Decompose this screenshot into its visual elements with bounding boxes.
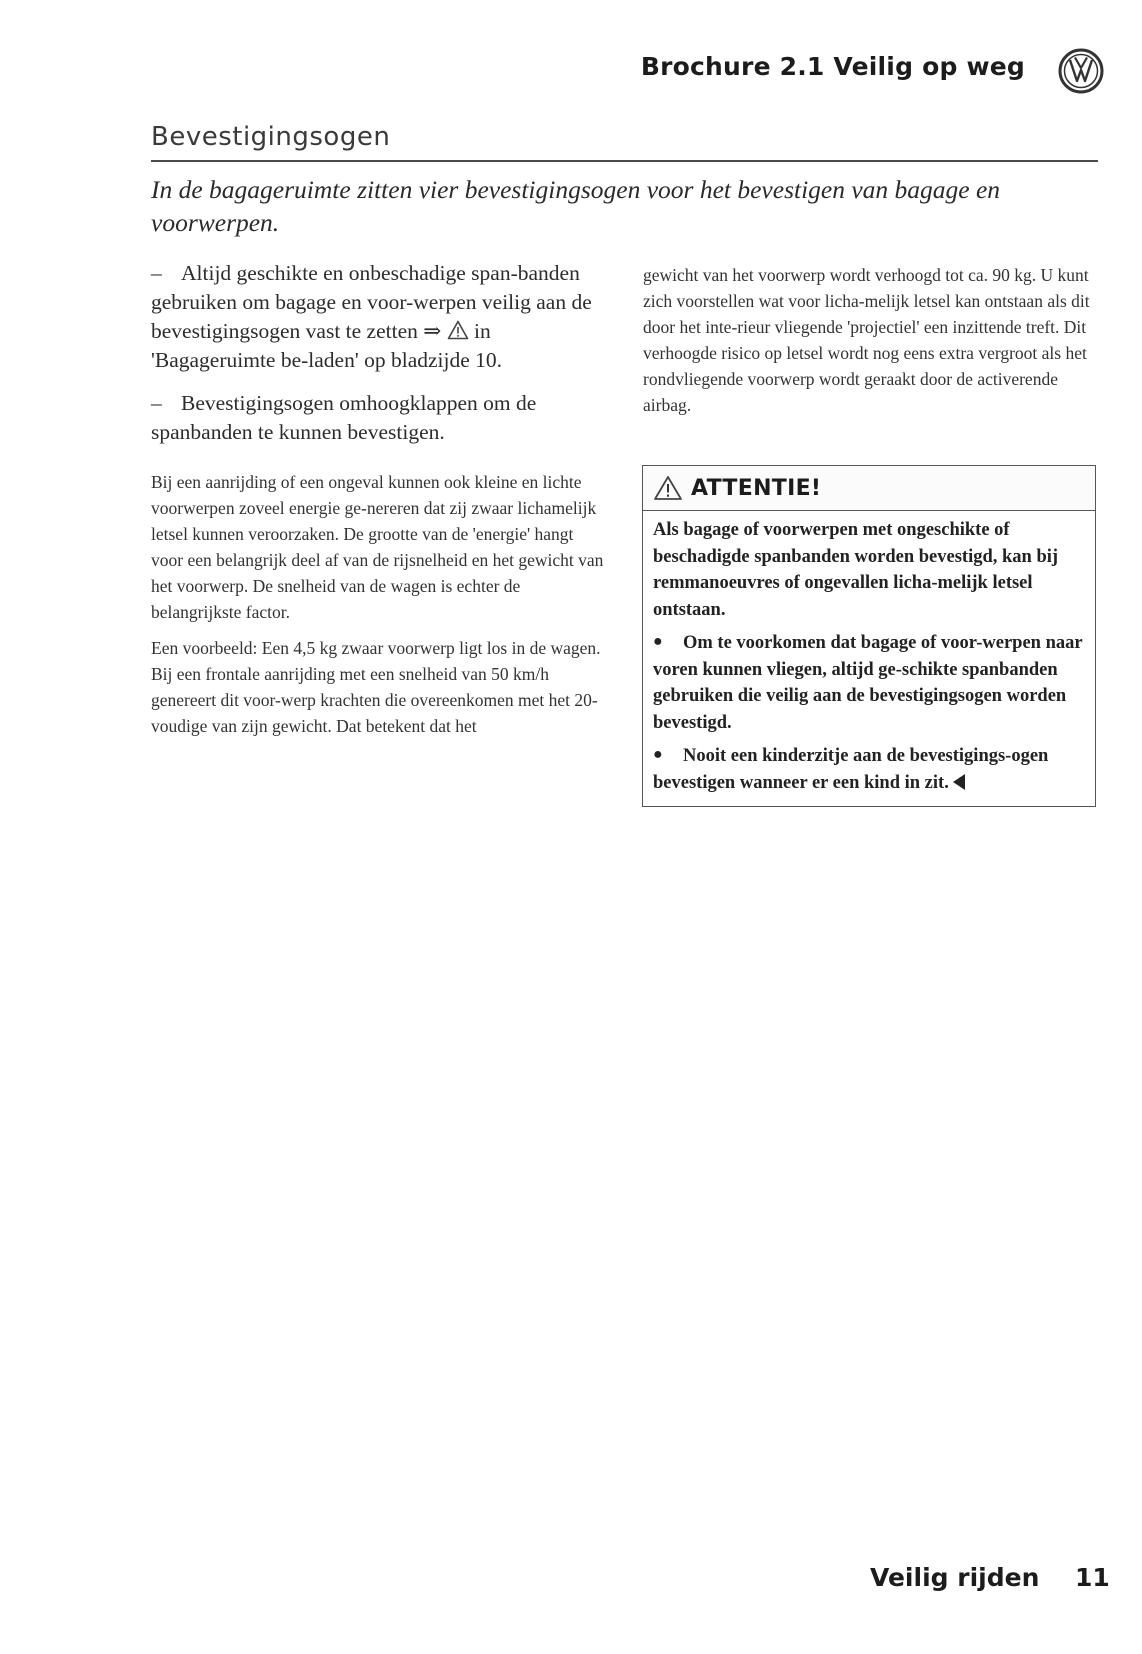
running-header: Brochure 2.1 Veilig op weg — [640, 52, 1025, 81]
section-title: Bevestigingsogen — [151, 122, 391, 152]
body-paragraph: gewicht van het voorwerp wordt verhoogd tot ca. 90 kg. U kunt zich voorstellen wat voor licha-melijk letsel kan ontstaan als dit door het inte-rieur vliegende 'projectiel' een inzittende treft. Dit verhoogde risico op letsel wordt nog eens extra vergroot als het rondvliegende voorwerp wordt geraakt door de activerende airbag. — [643, 265, 1090, 415]
attention-body — [643, 511, 1095, 806]
bullet-icon: ● — [653, 633, 663, 650]
step-reference-link[interactable]: in 'Bagageruimte be-laden' op bladzijde 10. — [151, 319, 503, 372]
bullet-icon: ● — [653, 746, 663, 763]
attention-bullet — [653, 629, 1085, 736]
attention-bullet-text: Om te voorkomen dat bagage of voor-werpen naar voren kunnen vliegen, altijd ge-schikte spanbanden gebruiken die veilig aan de bevestigingsogen worden bevestigd. — [653, 633, 1083, 733]
attention-title: ATTENTIE! — [691, 475, 822, 501]
footer-section-title: Veilig rijden — [870, 1563, 1040, 1592]
warning-triangle-icon — [653, 475, 683, 501]
right-column — [643, 262, 1098, 428]
step-item — [151, 259, 606, 375]
step-marker: – — [151, 261, 162, 285]
step-text: Altijd geschikte en onbeschadige span-banden gebruiken om bagage en voor-werpen veilig aan de bevestigingsogen vast te zetten ⇒ — [151, 261, 592, 343]
section-intro: In de bagageruimte zitten vier bevestigingsogen voor het bevestigen van bagage en voorwerpen. — [151, 175, 1001, 237]
attention-bullet-text: Nooit een kinderzitje aan de bevestigings-ogen bevestigen wanneer er een kind in zit. — [653, 746, 1049, 793]
left-column — [151, 259, 606, 749]
step-marker: – — [151, 391, 162, 415]
section-divider — [151, 160, 1098, 162]
attention-bullet — [653, 742, 1085, 796]
body-paragraph: Een voorbeeld: Een 4,5 kg zwaar voorwerp ligt los in de wagen. Bij een frontale aanrijding met een snelheid van 50 km/h genereert dit voor-werp krachten die overeenkomen met het 20-voudige van zijn gewicht. Dat betekent dat het — [151, 638, 601, 736]
attention-box — [642, 465, 1096, 807]
warning-triangle-icon[interactable] — [447, 320, 469, 340]
step-text: Bevestigingsogen omhoogklappen om de spanbanden te kunnen bevestigen. — [151, 391, 537, 444]
attention-lead: Als bagage of voorwerpen met ongeschikte of beschadigde spanbanden worden bevestigd, kan bij remmanoeuvres of ongevallen licha-melijk letsel ontstaan. — [653, 520, 1059, 620]
body-paragraph: Bij een aanrijding of een ongeval kunnen ook kleine en lichte voorwerpen zoveel energie ge-nereren dat zij zwaar lichamelijk letsel kunnen veroorzaken. De grootte van de 'energie' hangt voor een belangrijk deel af van de rijsnelheid en het gewicht van het voorwerp. De snelheid van de wagen is echter de belangrijkste factor. — [151, 472, 604, 622]
end-of-section-icon — [953, 774, 965, 790]
vw-logo-icon — [1058, 48, 1104, 94]
attention-header — [643, 466, 1095, 511]
step-item — [151, 389, 606, 447]
page-number: 11 — [1075, 1563, 1110, 1592]
